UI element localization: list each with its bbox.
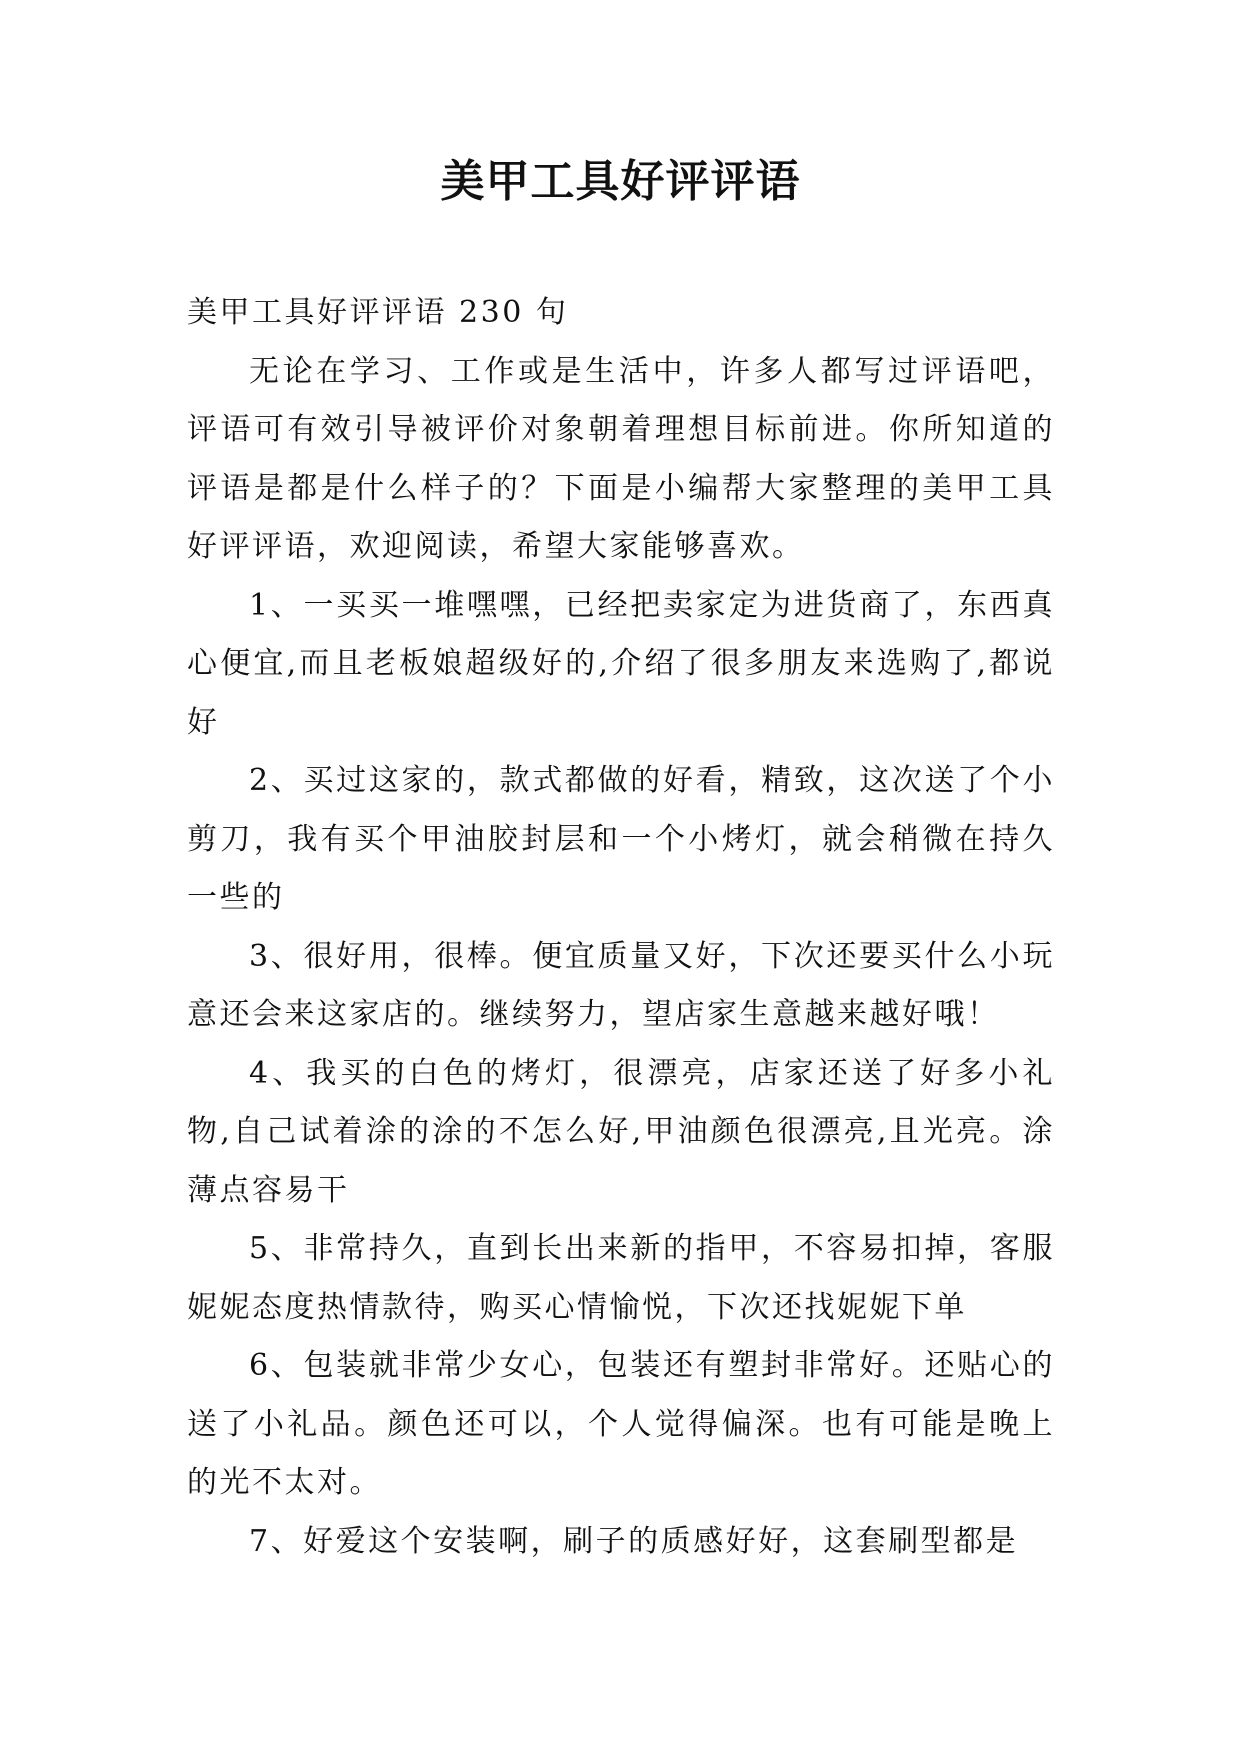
- list-item: 3、很好用，很棒。便宜质量又好，下次还要买什么小玩意还会来这家店的。继续努力，望店家生意越来越好哦！: [187, 938, 1055, 1032]
- list-item: 1、一买买一堆嘿嘿，已经把卖家定为进货商了，东西真心便宜,而且老板娘超级好的,介绍了很多朋友来选购了,都说好: [187, 587, 1055, 740]
- intro-paragraph: 无论在学习、工作或是生活中，许多人都写过评语吧，评语可有效引导被评价对象朝着理想目标前进。你所知道的评语是都是什么样子的？下面是小编帮大家整理的美甲工具好评评语，欢迎阅读，希望大家能够喜欢。: [187, 353, 1055, 564]
- list-item: 7、好爱这个安装啊，刷子的质感好好，这套刷型都是: [249, 1523, 1019, 1559]
- page-title: 美甲工具好评评语: [440, 156, 801, 207]
- list-item: 2、买过这家的，款式都做的好看，精致，这次送了个小剪刀，我有买个甲油胶封层和一个小烤灯，就会稍微在持久一些的: [187, 763, 1055, 915]
- list-item: 4、我买的白色的烤灯，很漂亮，店家还送了好多小礼物,自己试着涂的涂的不怎么好,甲油颜色很漂亮,且光亮。涂薄点容易干: [187, 1055, 1055, 1208]
- document-subtitle: 美甲工具好评评语 230 句: [187, 295, 569, 330]
- document-body: [187, 284, 1055, 1571]
- list-item: 6、包装就非常少女心，包装还有塑封非常好。还贴心的送了小礼品。颜色还可以，个人觉得偏深。也有可能是晚上的光不太对。: [187, 1348, 1055, 1500]
- list-item: 5、非常持久，直到长出来新的指甲，不容易扣掉，客服妮妮态度热情款待，购买心情愉悦，下次还找妮妮下单: [187, 1231, 1055, 1325]
